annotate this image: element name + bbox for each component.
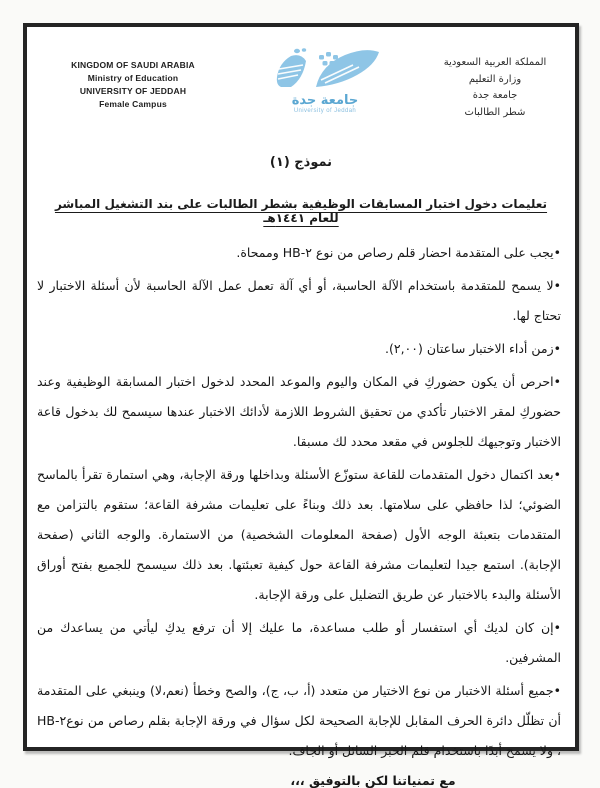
instruction-bullet: •يجب على المتقدمة احضار قلم رصاص من نوع ٢-HB وممحاة. <box>236 245 561 260</box>
header-arabic <box>431 55 559 121</box>
header-line: شطر الطالبات <box>464 106 526 118</box>
instruction-bullet: •لا يسمح للمتقدمة باستخدام الآلة الحاسبة، أو أي آلة تعمل عمل الآلة الحاسبة لأن أسئلة الاختبار لا تحتاج لها. <box>37 278 561 323</box>
instructions-heading: تعليمات دخول اختبار المسابقات الوظيفية بشطر الطالبات على بند التشغيل المباشر للعام ١٤٤١هـ <box>54 197 548 225</box>
header-line: المملكة العربية السعودية <box>443 57 547 68</box>
closing-note-text: مع تمنياتنا لكن بالتوفيق ،،، <box>290 773 456 788</box>
logo-name-english: University of Jeddah <box>293 108 357 114</box>
instructions-list <box>27 238 575 766</box>
document-header <box>27 27 575 121</box>
instruction-bullet: •احرص أن يكون حضوركِ في المكان واليوم والموعد المحدد لدخول اختبار المسابقة الوظيفية وعند حضوركِ لمقر الاختبار تأكدي من تحقيق الشروط اللازمة لأدائك الاختبار عندها سيسمح لك بدخول قاعة الاختبار وتوجيهك للجلوس في مقعد محدد لك مسبقا. <box>37 374 561 449</box>
document-frame <box>23 23 579 788</box>
header-line: Female Campus <box>99 99 167 109</box>
form-number-label: نموذج (١) <box>269 155 333 170</box>
instruction-bullet: •بعد اكتمال دخول المتقدمات للقاعة ستوزّع الأسئلة وبداخلها ورقة الإجابة، وهي استمارة تقرأ بالماسح الضوئي؛ لذا حافظي على سلامتها. بعد ذلك وبناءً على تعليمات مشرفة القاعة؛ ستقوم بالتزامن مع المتقدمات بتعبئة الوجه الأول (صفحة المعلومات الشخصية) من الاستمارة. والوجه الثاني (صفحة الإجابة). استمع جيدا لتعليمات مشرفة القاعة حول كيفية تعبئتها. بعد ذلك سيسمح للجميع بفتح أوراق الأسئلة والبدء بالاختبار عن طريق التضليل على ورقة الإجابة. <box>37 467 561 602</box>
logo-name-arabic: جامعة جدة <box>291 93 359 108</box>
university-logo-mark-icon <box>261 47 389 93</box>
header-line: UNIVERSITY OF JEDDAH <box>79 86 187 96</box>
header-line: Ministry of Education <box>87 73 179 83</box>
instruction-bullet: •جميع أسئلة الاختبار من نوع الاختيار من متعدد (أ، ب، ج)، والصح وخطأ (نعم،لا) وينبغي على المتقدمة أن تظلّل دائرة الحرف المقابل للإجابة الصحيحة لكل سؤال في ورقة الإجابة بقلم رصاص من نوع٢-HB ، ولا يسمح أبدًا باستخدام قلم الحبر السائل أو الجاف. <box>37 683 561 758</box>
instruction-bullet: •إن كان لديك أي استفسار أو طلب مساعدة، ما عليك إلا أن ترفع يدكِ ليأتي من يساعدك من المشرفين. <box>37 620 561 665</box>
header-line: وزارة التعليم <box>468 73 522 85</box>
university-logo <box>245 47 405 115</box>
instruction-bullet: •زمن أداء الاختبار ساعتان (٢,٠٠). <box>385 341 561 356</box>
header-english <box>47 59 219 111</box>
header-line: جامعة جدة <box>472 90 518 101</box>
closing-note <box>27 773 575 788</box>
header-line: KINGDOM OF SAUDI ARABIA <box>71 60 195 70</box>
